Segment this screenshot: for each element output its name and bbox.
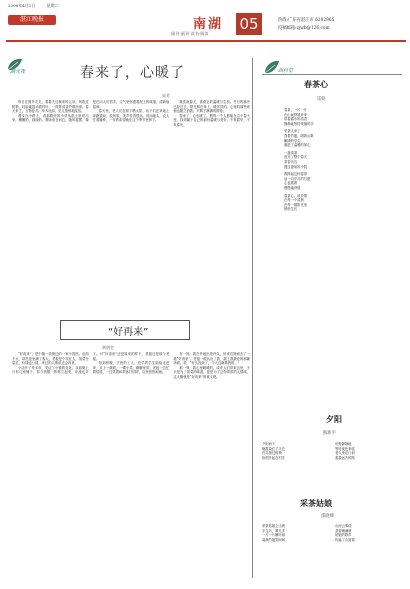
poem-line: 手儿巧，歌儿多 — [262, 528, 286, 533]
poem-line: 心也跟着 — [284, 181, 298, 186]
poem-line: 茶香飘满坡 — [335, 528, 352, 533]
paragraph: 每日在窗外走走，看看天边飘来的云朵。风吹过树梢，轻轻地摇动着枝叶，一阵阵清香扑鼻而来。春天来了，万物复苏，草木吐绿，花儿悄悄地绽放。 — [12, 100, 89, 114]
poem-author: 雷娟 — [317, 97, 326, 102]
poem-line: 传遍了山窝窝 — [335, 537, 355, 542]
paragraph: “好再来”，是小镇一条街边的一家小饭馆。店面不大，却总是坐满了客人。老板是个实在人，饭菜分量足，价钱也公道，来过的人都说还会再来。 — [12, 352, 89, 366]
paragraph: 小店开了许多年，见证了小镇的变化。从前街上只有几家铺子，如今高楼一栋栋立起来，车流也多了。可“好再来”还是原来的样子，老板还是那个老板。 — [12, 352, 170, 375]
poem-line: 炊烟升起在村庄 — [262, 455, 286, 460]
poem-body — [262, 442, 404, 492]
poem-line: 带着露水的清香 — [284, 117, 308, 122]
poem-line: 落进了温暖的掌心 — [284, 143, 311, 148]
poem-line: 老人坐在门前 — [335, 451, 355, 456]
editor-line: 投稿邮箱:zjwb@126.com — [278, 26, 330, 31]
poem-title: 春茶心 — [304, 80, 328, 89]
paragraph: 每到傍晚，下班的工人、放学的学生陆续走进来，点上一碗面，一碟小菜，聊聊家常。老板一边忙着招呼，一边笑着和熟客打招呼，店里热热闹闹。 — [92, 361, 170, 375]
poem-line: 慢慢地舒展 — [284, 185, 301, 190]
poem-line: 背着竹篓，唱着山歌 — [284, 133, 314, 138]
paragraph: 春天里，老人们在树下晒太阳，孩子们在草地上奔跑嬉戏，放风筝，笑声传得很远。田间地头，农人忙着播种，一年的希望就在这个季节里种下。 — [92, 109, 170, 123]
poem-line: 茶香袅袅 — [284, 159, 298, 164]
column-tag: 湖光夜 — [10, 69, 26, 75]
section-title: 南湖 — [193, 17, 224, 32]
poem-line: 漫过窗前的小院 — [284, 164, 308, 169]
poem-title: 采茶姑娘 — [300, 499, 332, 508]
editor-line: 热线:广东省湛江市 6202965 — [278, 18, 335, 23]
newspaper-logo: 湛江晚报 — [8, 15, 56, 25]
poem-line: 看着远方的路 — [335, 455, 355, 460]
poem-line: 春茶心，故乡情 — [284, 193, 308, 198]
column-tag: 西村堂 — [278, 68, 294, 74]
page-header — [8, 11, 404, 41]
poem-line: 泡开了整个春天 — [284, 155, 308, 160]
article-title: 春来了，心暖了 — [80, 65, 185, 81]
header-weekday: 星期二 — [46, 3, 59, 8]
poem-line: 晚霞染红了天边 — [262, 446, 286, 451]
poem-line: 田野静静地 — [335, 442, 352, 446]
poem-line: 一片一片嫩叶绿 — [262, 533, 286, 538]
column-divider — [252, 58, 253, 578]
poem-line: 归鸟掠过树梢 — [262, 451, 282, 456]
poem-line: 姑娘的歌声 — [335, 533, 352, 538]
poem-line: 山间云雾绕 — [335, 524, 352, 528]
poem-line: 一盏清茶 — [284, 150, 298, 155]
poem-line: 嫩绿的芽尖 — [284, 138, 301, 143]
paragraph: 漫步在小路上，看那路旁的小草从泥土里钻出来，嫩嫩的，绿绿的。柳条垂在河边，随风摇摆，像是在向人们招手。空气里弥漫着泥土的味道，清新而湿润。 — [12, 100, 170, 123]
poem-author: 邵晓峰 — [321, 514, 334, 519]
poem-body — [262, 524, 404, 584]
article-body — [12, 352, 250, 580]
poem-line: 我捧起这杯春茶 — [284, 172, 308, 177]
poem-line: 夕阳西下 — [262, 442, 276, 446]
poem-line: 春茶，一片一片 — [284, 108, 308, 112]
header-date-line — [8, 3, 408, 9]
poem-line: 采茶姑娘上山坡 — [262, 524, 286, 528]
article-author: 黄明会 — [102, 345, 114, 350]
article-body — [12, 100, 250, 290]
poem-line: 静静地等待采摘的手 — [284, 121, 314, 126]
article-author: 宋芳 — [162, 93, 170, 98]
article-title: “好再来” — [108, 327, 149, 338]
editor-info — [278, 17, 334, 33]
poem-title: 夕阳 — [326, 415, 342, 424]
paragraph: 我喜欢春天，喜欢它的温暖与生机。冬日的寒冷已经过去，阳光照在身上，暖洋洋的。心里的那些烦恼也随之消散，只剩下满满的期待。 — [173, 100, 250, 114]
poem-author: 熊新平 — [323, 431, 336, 436]
paragraph: 有一回，我在外地出差许久，回来后特意去了一趟“好再来”。老板一眼认出了我，端上我最爱的那碗汤面，说：“好久没来了，今天这碗算我的。” — [173, 352, 250, 366]
header-date: 2008年4月1日 — [8, 3, 36, 8]
poem-line: 等待夜色来临 — [335, 446, 355, 451]
paragraph: 春来了，心也暖了。愿每一个人都能在这个春天里，找到属于自己的那份温暖与美好，不负韶华，不负春光。 — [173, 113, 250, 127]
poem-line: 在山间舒展开来 — [284, 112, 308, 117]
poem-line: 在每一个清晨 — [284, 198, 304, 203]
page-number: 05 — [236, 13, 262, 35]
poem-line: 在每一缕阳光里 — [284, 202, 308, 207]
poem-line: 品一口岁月的甘甜 — [284, 176, 311, 181]
poem-body — [284, 108, 394, 212]
header-divider — [6, 40, 406, 42]
section-divider — [262, 74, 402, 75]
section-subtitle: 副刊·副刊·读书·阅读 — [171, 31, 209, 36]
paragraph: 那一刻，我心里暖暖的。或许人们常来这里，不只是为了饭菜的味道，更是为了这份浓浓的人情味。这大概就是“好再来”的意义吧。 — [173, 365, 250, 379]
poem-line: 装满竹篓笑呵呵 — [262, 537, 286, 542]
poem-line: 采茶人来了 — [284, 129, 301, 134]
poem-line: 悄悄生长 — [284, 207, 298, 212]
